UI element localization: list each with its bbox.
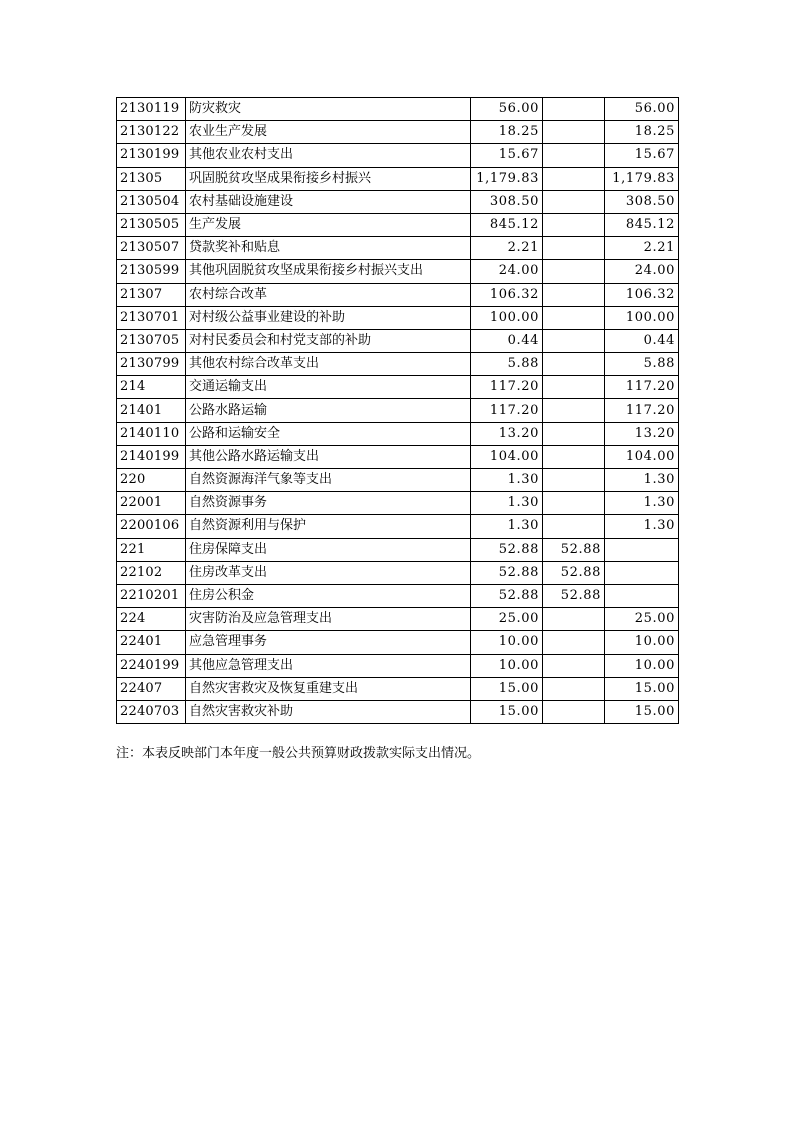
table-row xyxy=(117,237,679,260)
cell-project: 104.00 xyxy=(605,445,679,468)
table-row xyxy=(117,469,679,492)
cell-basic xyxy=(543,469,605,492)
cell-total: 10.00 xyxy=(471,631,543,654)
cell-name: 对村民委员会和村党支部的补助 xyxy=(186,329,471,352)
cell-name: 灾害防治及应急管理支出 xyxy=(186,608,471,631)
cell-project: 15.00 xyxy=(605,700,679,723)
cell-name: 农村基础设施建设 xyxy=(186,190,471,213)
cell-code: 2200106 xyxy=(117,515,186,538)
cell-basic xyxy=(543,376,605,399)
table-row xyxy=(117,700,679,723)
cell-basic xyxy=(543,492,605,515)
cell-total: 18.25 xyxy=(471,121,543,144)
cell-total: 0.44 xyxy=(471,329,543,352)
cell-total: 1.30 xyxy=(471,469,543,492)
cell-basic xyxy=(543,654,605,677)
cell-basic xyxy=(543,329,605,352)
cell-name: 贷款奖补和贴息 xyxy=(186,237,471,260)
cell-project: 100.00 xyxy=(605,306,679,329)
cell-name: 公路水路运输 xyxy=(186,399,471,422)
cell-basic xyxy=(543,445,605,468)
cell-code: 2130122 xyxy=(117,121,186,144)
cell-basic xyxy=(543,283,605,306)
cell-code: 221 xyxy=(117,538,186,561)
cell-code: 22401 xyxy=(117,631,186,654)
cell-project: 5.88 xyxy=(605,353,679,376)
table-row xyxy=(117,121,679,144)
table-row xyxy=(117,631,679,654)
cell-basic xyxy=(543,98,605,121)
table-row xyxy=(117,492,679,515)
cell-code: 22407 xyxy=(117,677,186,700)
cell-basic xyxy=(543,167,605,190)
cell-total: 5.88 xyxy=(471,353,543,376)
cell-project: 308.50 xyxy=(605,190,679,213)
cell-code: 21401 xyxy=(117,399,186,422)
cell-code: 2130505 xyxy=(117,213,186,236)
cell-project: 15.00 xyxy=(605,677,679,700)
cell-code: 220 xyxy=(117,469,186,492)
table-row xyxy=(117,98,679,121)
cell-project xyxy=(605,538,679,561)
cell-basic xyxy=(543,515,605,538)
cell-name: 自然资源海洋气象等支出 xyxy=(186,469,471,492)
cell-total: 308.50 xyxy=(471,190,543,213)
cell-basic: 52.88 xyxy=(543,538,605,561)
cell-name: 住房公积金 xyxy=(186,584,471,607)
cell-project: 10.00 xyxy=(605,654,679,677)
cell-code: 22102 xyxy=(117,561,186,584)
cell-name: 自然灾害救灾补助 xyxy=(186,700,471,723)
cell-project: 0.44 xyxy=(605,329,679,352)
table-row xyxy=(117,515,679,538)
table-row xyxy=(117,422,679,445)
cell-code: 2130701 xyxy=(117,306,186,329)
cell-name: 其他公路水路运输支出 xyxy=(186,445,471,468)
cell-code: 2130507 xyxy=(117,237,186,260)
cell-name: 自然灾害救灾及恢复重建支出 xyxy=(186,677,471,700)
table-row xyxy=(117,283,679,306)
cell-basic xyxy=(543,631,605,654)
cell-name: 农业生产发展 xyxy=(186,121,471,144)
table-row xyxy=(117,329,679,352)
cell-basic xyxy=(543,700,605,723)
cell-name: 其他农村综合改革支出 xyxy=(186,353,471,376)
cell-code: 2130199 xyxy=(117,144,186,167)
cell-code: 2130599 xyxy=(117,260,186,283)
cell-project: 106.32 xyxy=(605,283,679,306)
cell-code: 21305 xyxy=(117,167,186,190)
cell-project: 117.20 xyxy=(605,399,679,422)
cell-project: 1.30 xyxy=(605,492,679,515)
cell-basic xyxy=(543,399,605,422)
cell-basic: 52.88 xyxy=(543,561,605,584)
cell-code: 21307 xyxy=(117,283,186,306)
cell-name: 对村级公益事业建设的补助 xyxy=(186,306,471,329)
cell-basic xyxy=(543,306,605,329)
cell-basic xyxy=(543,353,605,376)
cell-total: 100.00 xyxy=(471,306,543,329)
cell-total: 10.00 xyxy=(471,654,543,677)
expenditure-table xyxy=(116,97,679,724)
table-row xyxy=(117,445,679,468)
cell-name: 防灾救灾 xyxy=(186,98,471,121)
table-row xyxy=(117,306,679,329)
cell-total: 52.88 xyxy=(471,561,543,584)
cell-project: 56.00 xyxy=(605,98,679,121)
cell-project xyxy=(605,561,679,584)
table-row xyxy=(117,608,679,631)
cell-code: 2210201 xyxy=(117,584,186,607)
cell-total: 52.88 xyxy=(471,584,543,607)
cell-code: 224 xyxy=(117,608,186,631)
cell-total: 845.12 xyxy=(471,213,543,236)
cell-total: 52.88 xyxy=(471,538,543,561)
cell-name: 其他应急管理支出 xyxy=(186,654,471,677)
table-row xyxy=(117,167,679,190)
cell-basic: 52.88 xyxy=(543,584,605,607)
table-note: 注：本表反映部门本年度一般公共预算财政拨款实际支出情况。 xyxy=(116,746,481,761)
table-row xyxy=(117,584,679,607)
cell-basic xyxy=(543,608,605,631)
cell-name: 住房保障支出 xyxy=(186,538,471,561)
table-row xyxy=(117,677,679,700)
cell-basic xyxy=(543,237,605,260)
cell-project: 15.67 xyxy=(605,144,679,167)
cell-project: 1,179.83 xyxy=(605,167,679,190)
cell-name: 其他农业农村支出 xyxy=(186,144,471,167)
cell-basic xyxy=(543,121,605,144)
cell-code: 2140199 xyxy=(117,445,186,468)
cell-total: 106.32 xyxy=(471,283,543,306)
cell-project: 1.30 xyxy=(605,469,679,492)
cell-project: 13.20 xyxy=(605,422,679,445)
cell-total: 1,179.83 xyxy=(471,167,543,190)
cell-code: 2240199 xyxy=(117,654,186,677)
cell-total: 2.21 xyxy=(471,237,543,260)
cell-basic xyxy=(543,213,605,236)
table-row xyxy=(117,376,679,399)
cell-name: 自然资源利用与保护 xyxy=(186,515,471,538)
cell-name: 应急管理事务 xyxy=(186,631,471,654)
cell-name: 自然资源事务 xyxy=(186,492,471,515)
cell-name: 生产发展 xyxy=(186,213,471,236)
cell-total: 117.20 xyxy=(471,376,543,399)
cell-total: 25.00 xyxy=(471,608,543,631)
table-row xyxy=(117,213,679,236)
cell-project: 845.12 xyxy=(605,213,679,236)
cell-project xyxy=(605,584,679,607)
cell-project: 24.00 xyxy=(605,260,679,283)
table-row xyxy=(117,654,679,677)
cell-total: 13.20 xyxy=(471,422,543,445)
cell-total: 104.00 xyxy=(471,445,543,468)
cell-code: 2130119 xyxy=(117,98,186,121)
table-row xyxy=(117,561,679,584)
cell-basic xyxy=(543,190,605,213)
cell-code: 2130705 xyxy=(117,329,186,352)
cell-basic xyxy=(543,144,605,167)
cell-project: 2.21 xyxy=(605,237,679,260)
cell-total: 15.00 xyxy=(471,677,543,700)
cell-name: 巩固脱贫攻坚成果衔接乡村振兴 xyxy=(186,167,471,190)
table-row xyxy=(117,260,679,283)
cell-total: 56.00 xyxy=(471,98,543,121)
cell-project: 117.20 xyxy=(605,376,679,399)
cell-code: 2140110 xyxy=(117,422,186,445)
cell-total: 1.30 xyxy=(471,515,543,538)
cell-basic xyxy=(543,677,605,700)
cell-name: 住房改革支出 xyxy=(186,561,471,584)
table-row xyxy=(117,353,679,376)
cell-total: 15.00 xyxy=(471,700,543,723)
cell-project: 25.00 xyxy=(605,608,679,631)
cell-project: 18.25 xyxy=(605,121,679,144)
table-row xyxy=(117,190,679,213)
cell-code: 214 xyxy=(117,376,186,399)
cell-total: 24.00 xyxy=(471,260,543,283)
table-row xyxy=(117,399,679,422)
cell-basic xyxy=(543,422,605,445)
cell-basic xyxy=(543,260,605,283)
cell-total: 15.67 xyxy=(471,144,543,167)
cell-project: 10.00 xyxy=(605,631,679,654)
cell-name: 公路和运输安全 xyxy=(186,422,471,445)
cell-name: 农村综合改革 xyxy=(186,283,471,306)
cell-code: 2240703 xyxy=(117,700,186,723)
table-row xyxy=(117,144,679,167)
table-row xyxy=(117,538,679,561)
cell-total: 117.20 xyxy=(471,399,543,422)
cell-name: 其他巩固脱贫攻坚成果衔接乡村振兴支出 xyxy=(186,260,471,283)
table-body xyxy=(117,98,679,724)
cell-total: 1.30 xyxy=(471,492,543,515)
cell-project: 1.30 xyxy=(605,515,679,538)
cell-code: 2130799 xyxy=(117,353,186,376)
cell-name: 交通运输支出 xyxy=(186,376,471,399)
cell-code: 22001 xyxy=(117,492,186,515)
cell-code: 2130504 xyxy=(117,190,186,213)
